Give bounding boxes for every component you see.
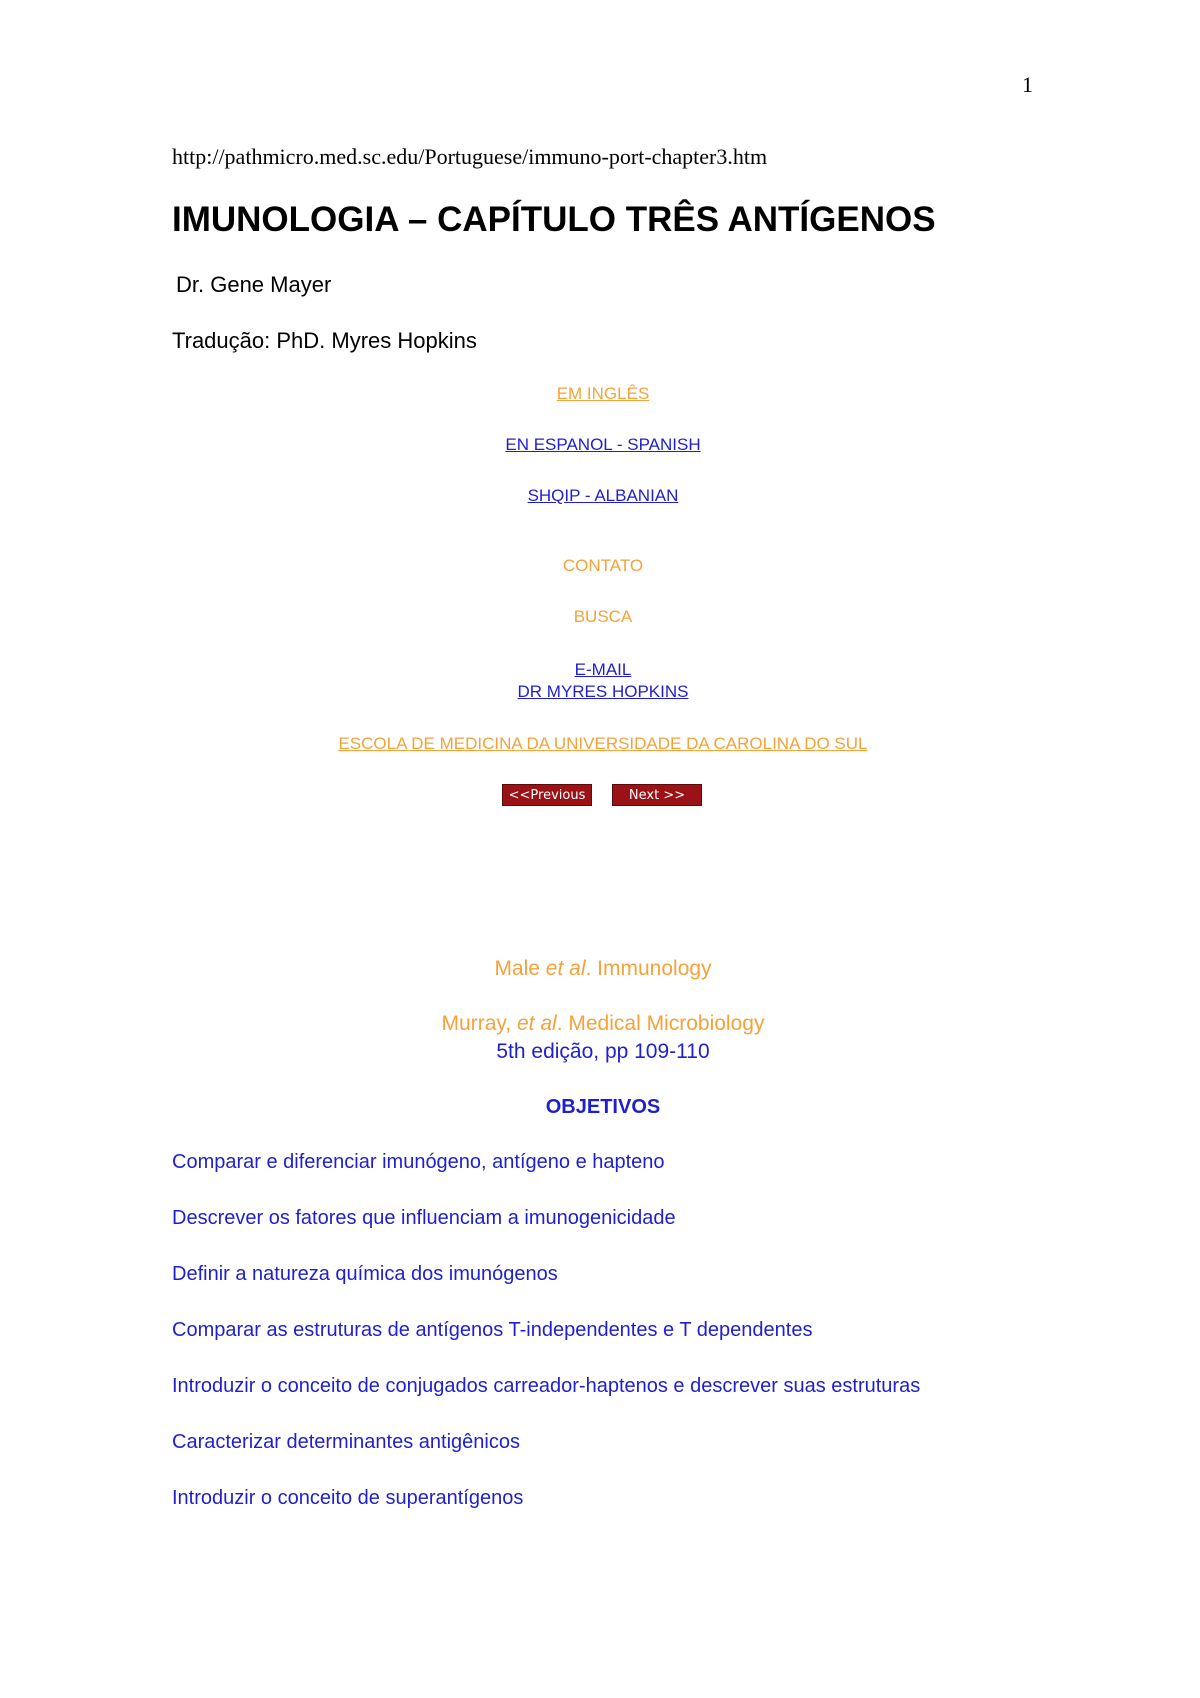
objective-item: Caracterizar determinantes antigênicos: [172, 1431, 520, 1453]
link-english[interactable]: EM INGLÊS: [556, 384, 650, 403]
navigation-buttons: [502, 784, 702, 806]
page-number: 1: [1022, 72, 1033, 97]
objectives-heading: OBJETIVOS: [545, 1096, 661, 1118]
source-url: http://pathmicro.med.sc.edu/Portuguese/immuno-port-chapter3.htm: [172, 144, 768, 169]
reference-murray-author: Murray,: [441, 1012, 517, 1035]
author: Dr. Gene Mayer: [176, 272, 332, 297]
link-email-name[interactable]: DR MYRES HOPKINS: [517, 682, 689, 701]
objective-item: Comparar e diferenciar imunógeno, antígeno e hapteno: [172, 1151, 665, 1173]
objective-item: Comparar as estruturas de antígenos T-independentes e T dependentes: [172, 1319, 813, 1341]
link-spanish[interactable]: EN ESPANOL - SPANISH: [505, 435, 701, 454]
previous-button[interactable]: <<Previous: [502, 784, 592, 806]
objective-item: Introduzir o conceito de conjugados carreador-haptenos e descrever suas estruturas: [172, 1375, 921, 1397]
objective-item: Definir a natureza química dos imunógenos: [172, 1263, 558, 1285]
reference-male: [0, 957, 1200, 981]
link-albanian[interactable]: SHQIP - ALBANIAN: [527, 486, 679, 505]
reference-murray: [0, 1012, 1200, 1036]
objective-item: Introduzir o conceito de superantígenos: [172, 1487, 524, 1509]
objective-item: Descrever os fatores que influenciam a imunogenicidade: [172, 1207, 676, 1229]
reference-male-title: . Immunology: [585, 957, 712, 980]
reference-murray-etal: et al: [517, 1012, 557, 1035]
link-school[interactable]: ESCOLA DE MEDICINA DA UNIVERSIDADE DA CAROLINA DO SUL: [338, 734, 868, 753]
link-contact[interactable]: CONTATO: [562, 556, 644, 575]
reference-male-etal: et al: [545, 957, 586, 980]
next-button[interactable]: Next >>: [612, 784, 702, 806]
reference-murray-title: . Medical Microbiology: [556, 1012, 765, 1035]
page-title: IMUNOLOGIA – CAPÍTULO TRÊS ANTÍGENOS: [172, 200, 936, 239]
reference-male-author: Male: [494, 957, 546, 980]
link-email[interactable]: E-MAIL: [574, 660, 632, 679]
translator: Tradução: PhD. Myres Hopkins: [172, 328, 477, 353]
reference-murray-edition: 5th edição, pp 109-110: [496, 1040, 710, 1063]
link-search[interactable]: BUSCA: [573, 607, 633, 626]
